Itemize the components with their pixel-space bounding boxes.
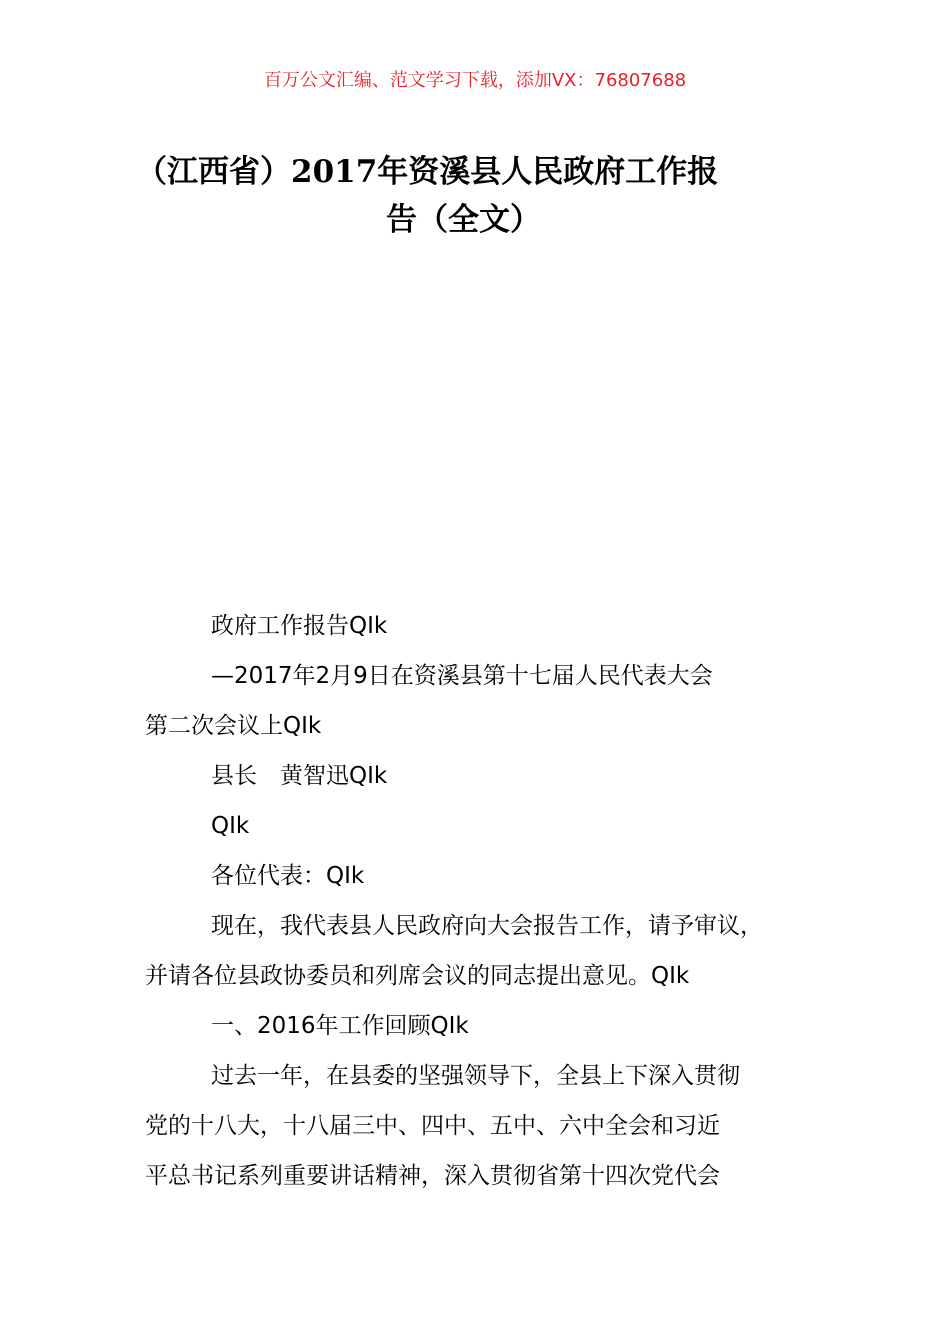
meeting-date-line: —2017年2月9日在资溪县第十七届人民代表大会 — [211, 663, 713, 689]
review-paragraph-line-1: 过去一年，在县委的坚强领导下，全县上下深入贯彻 — [211, 1063, 740, 1089]
report-label: 政府工作报告QIk — [211, 613, 388, 639]
header-note: 百万公文汇编、范文学习下载，添加VX：76807688 — [263, 70, 687, 91]
blank-marker-line: QIk — [211, 813, 250, 839]
intro-paragraph-line-1: 现在，我代表县人民政府向大会报告工作，请予审议， — [211, 913, 763, 939]
review-paragraph-line-3: 平总书记系列重要讲话精神，深入贯彻省第十四次党代会 — [145, 1163, 720, 1189]
meeting-date-line-cont: 第二次会议上QIk — [145, 713, 322, 739]
author-line: 县长 黄智迅QIk — [211, 763, 388, 789]
document-title — [120, 148, 830, 244]
salutation: 各位代表：QIk — [211, 863, 365, 889]
title-line-1: （江西省）2017年资溪县人民政府工作报 — [136, 154, 719, 190]
intro-paragraph-line-2: 并请各位县政协委员和列席会议的同志提出意见。QIk — [145, 963, 690, 989]
section-heading: 一、2016年工作回顾QIk — [211, 1013, 469, 1039]
document-body — [145, 601, 835, 1201]
title-line-2: 告（全文） — [386, 202, 541, 238]
review-paragraph-line-2: 党的十八大，十八届三中、四中、五中、六中全会和习近 — [145, 1113, 720, 1139]
